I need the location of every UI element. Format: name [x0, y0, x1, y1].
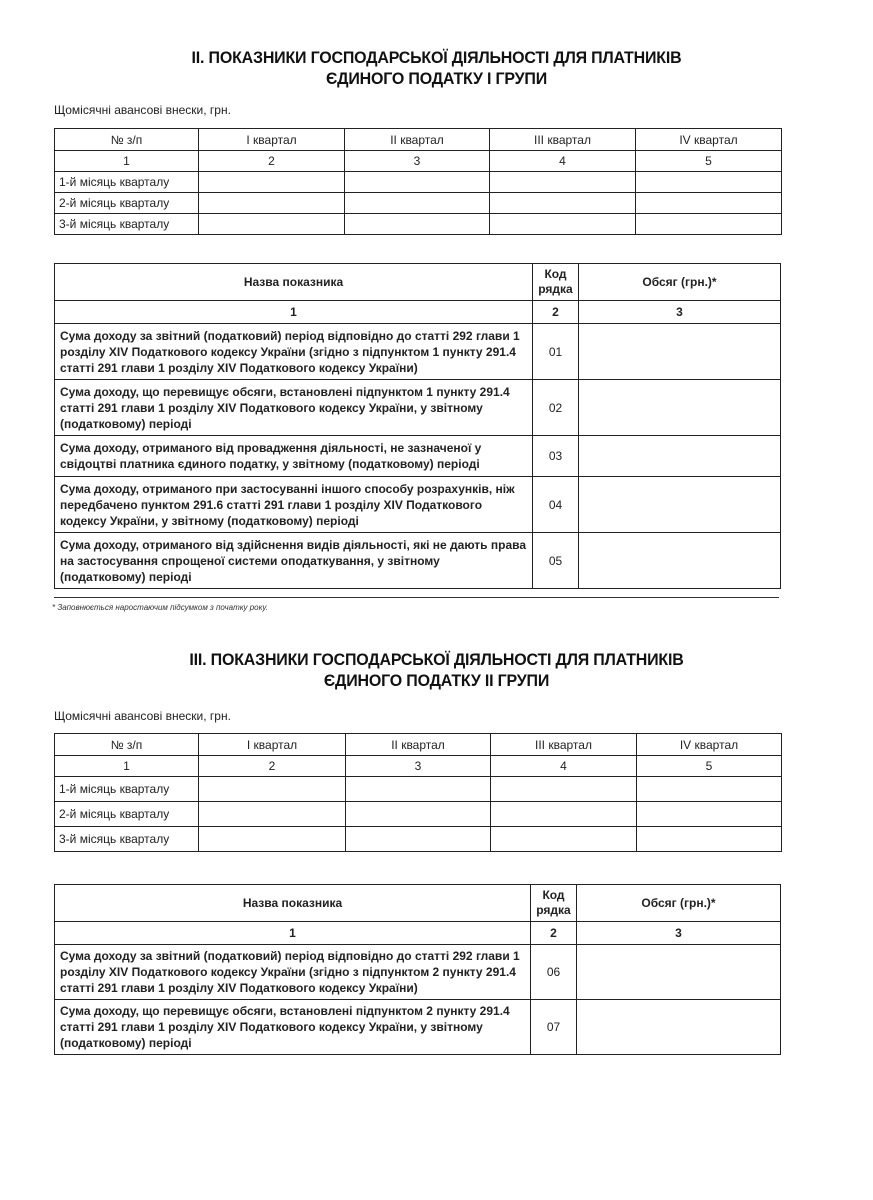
- value-cell[interactable]: [637, 827, 782, 852]
- row-label: 1-й місяць кварталу: [55, 172, 199, 193]
- quarter-table-header-row: [55, 129, 782, 151]
- header-cell: ІІІ квартал: [490, 129, 636, 151]
- table-row: [55, 1000, 781, 1055]
- header-cell: І квартал: [199, 734, 346, 756]
- value-cell[interactable]: [199, 802, 346, 827]
- value-cell[interactable]: [199, 214, 345, 235]
- table-row: [55, 802, 782, 827]
- amount-cell[interactable]: [579, 380, 781, 436]
- value-cell[interactable]: [636, 214, 782, 235]
- section-3-title: [26, 649, 847, 691]
- table-row: [55, 777, 782, 802]
- section-3-indicator-table: [54, 884, 781, 1055]
- header-cell: Код рядка: [533, 264, 579, 301]
- column-number: 2: [199, 151, 345, 172]
- row-code: 06: [531, 945, 577, 1000]
- amount-cell[interactable]: [577, 1000, 781, 1055]
- section-2-title-line2: ЄДИНОГО ПОДАТКУ І ГРУПИ: [325, 69, 548, 88]
- row-label: 2-й місяць кварталу: [55, 193, 199, 214]
- header-cell: Обсяг (грн.)*: [579, 264, 781, 301]
- indicator-table-column-numbers: [55, 922, 781, 945]
- footnote-divider: [54, 597, 779, 598]
- column-number: 3: [345, 151, 490, 172]
- value-cell[interactable]: [199, 827, 346, 852]
- column-number: 2: [531, 922, 577, 945]
- header-cell: № з/п: [55, 129, 199, 151]
- value-cell[interactable]: [636, 172, 782, 193]
- section-3-title-line1: ІІІ. ПОКАЗНИКИ ГОСПОДАРСЬКОЇ ДІЯЛЬНОСТІ ДЛЯ ПЛАТНИКІВ: [189, 650, 684, 669]
- table-row: [55, 324, 781, 380]
- indicator-name: Сума доходу, отриманого при застосуванні іншого способу розрахунків, ніж передбачено пунктом 291.6 статті 291 глави 1 розділу XIV Податкового кодексу України, у звітному (податковому) періоді: [55, 477, 533, 533]
- amount-cell[interactable]: [579, 436, 781, 477]
- indicator-name: Сума доходу за звітний (податковий) період відповідно до статті 292 глави 1 розділу XIV Податкового кодексу України (згідно з підпунктом 1 пункту 291.4 статті 291 глави 1 розділу XIV Податкового кодексу України): [55, 324, 533, 380]
- value-cell[interactable]: [637, 777, 782, 802]
- column-number: 4: [491, 756, 637, 777]
- section-2-title: [26, 47, 847, 89]
- quarter-table-header-row: [55, 734, 782, 756]
- row-code: 02: [533, 380, 579, 436]
- row-code: 03: [533, 436, 579, 477]
- value-cell[interactable]: [345, 214, 490, 235]
- header-cell: ІІІ квартал: [491, 734, 637, 756]
- quarter-table-column-numbers: [55, 756, 782, 777]
- value-cell[interactable]: [491, 827, 637, 852]
- header-cell: І квартал: [199, 129, 345, 151]
- value-cell[interactable]: [346, 827, 491, 852]
- value-cell[interactable]: [490, 214, 636, 235]
- table-row: [55, 193, 782, 214]
- column-number: 1: [55, 756, 199, 777]
- table-row: [55, 945, 781, 1000]
- table-row: [55, 477, 781, 533]
- row-code: 07: [531, 1000, 577, 1055]
- table-row: [55, 172, 782, 193]
- table-row: [55, 214, 782, 235]
- value-cell[interactable]: [490, 172, 636, 193]
- header-cell: IV квартал: [637, 734, 782, 756]
- column-number: 5: [637, 756, 782, 777]
- footnote: * Заповнюється наростаючим підсумком з початку року.: [52, 603, 269, 612]
- row-label: 3-й місяць кварталу: [55, 214, 199, 235]
- amount-cell[interactable]: [579, 533, 781, 589]
- value-cell[interactable]: [636, 193, 782, 214]
- table-row: [55, 533, 781, 589]
- column-number: 3: [579, 301, 781, 324]
- value-cell[interactable]: [346, 777, 491, 802]
- indicator-table-column-numbers: [55, 301, 781, 324]
- table-row: [55, 827, 782, 852]
- row-code: 05: [533, 533, 579, 589]
- value-cell[interactable]: [491, 777, 637, 802]
- indicator-name: Сума доходу, що перевищує обсяги, встановлені підпунктом 1 пункту 291.4 статті 291 глави 1 розділу XIV Податкового кодексу України, у звітному (податковому) періоді: [55, 380, 533, 436]
- column-number: 1: [55, 151, 199, 172]
- row-code: 04: [533, 477, 579, 533]
- amount-cell[interactable]: [577, 945, 781, 1000]
- value-cell[interactable]: [490, 193, 636, 214]
- header-cell: IV квартал: [636, 129, 782, 151]
- header-cell: ІІ квартал: [345, 129, 490, 151]
- amount-cell[interactable]: [579, 324, 781, 380]
- section-2-title-line1: ІІ. ПОКАЗНИКИ ГОСПОДАРСЬКОЇ ДІЯЛЬНОСТІ ДЛЯ ПЛАТНИКІВ: [191, 48, 682, 67]
- row-label: 2-й місяць кварталу: [55, 802, 199, 827]
- column-number: 5: [636, 151, 782, 172]
- row-label: 1-й місяць кварталу: [55, 777, 199, 802]
- section-3-title-line2: ЄДИНОГО ПОДАТКУ ІІ ГРУПИ: [323, 671, 550, 690]
- column-number: 1: [55, 922, 531, 945]
- header-cell: Код рядка: [531, 885, 577, 922]
- indicator-table-header-row: [55, 264, 781, 301]
- column-number: 1: [55, 301, 533, 324]
- section-3-quarter-table: [54, 733, 782, 852]
- row-label: 3-й місяць кварталу: [55, 827, 199, 852]
- indicator-name: Сума доходу, що перевищує обсяги, встановлені підпунктом 2 пункту 291.4 статті 291 глави 1 розділу XIV Податкового кодексу України, у звітному (податковому) періоді: [55, 1000, 531, 1055]
- header-cell: Назва показника: [55, 264, 533, 301]
- indicator-table-header-row: [55, 885, 781, 922]
- column-number: 3: [577, 922, 781, 945]
- column-number: 2: [533, 301, 579, 324]
- value-cell[interactable]: [345, 172, 490, 193]
- header-cell: Обсяг (грн.)*: [577, 885, 781, 922]
- section-3-advance-caption: Щомісячні авансові внески, грн.: [54, 709, 231, 723]
- quarter-table-column-numbers: [55, 151, 782, 172]
- indicator-name: Сума доходу, отриманого від провадження діяльності, не зазначеної у свідоцтві платника єдиного податку, у звітному (податковому) періоді: [55, 436, 533, 477]
- value-cell[interactable]: [345, 193, 490, 214]
- value-cell[interactable]: [199, 777, 346, 802]
- value-cell[interactable]: [199, 193, 345, 214]
- table-row: [55, 380, 781, 436]
- row-code: 01: [533, 324, 579, 380]
- column-number: 2: [199, 756, 346, 777]
- value-cell[interactable]: [491, 802, 637, 827]
- header-cell: № з/п: [55, 734, 199, 756]
- column-number: 3: [346, 756, 491, 777]
- amount-cell[interactable]: [579, 477, 781, 533]
- section-2-advance-caption: Щомісячні авансові внески, грн.: [54, 103, 231, 117]
- header-cell: ІІ квартал: [346, 734, 491, 756]
- header-cell: Назва показника: [55, 885, 531, 922]
- section-2-quarter-table: [54, 128, 782, 235]
- section-2-indicator-table: [54, 263, 781, 589]
- value-cell[interactable]: [637, 802, 782, 827]
- value-cell[interactable]: [199, 172, 345, 193]
- table-row: [55, 436, 781, 477]
- indicator-name: Сума доходу за звітний (податковий) період відповідно до статті 292 глави 1 розділу XIV Податкового кодексу України (згідно з підпунктом 2 пункту 291.4 статті 291 глави 1 розділу XIV Податкового кодексу України): [55, 945, 531, 1000]
- value-cell[interactable]: [346, 802, 491, 827]
- column-number: 4: [490, 151, 636, 172]
- indicator-name: Сума доходу, отриманого від здійснення видів діяльності, які не дають права на застосування спрощеної системи оподаткування, у звітному (податковому) періоді: [55, 533, 533, 589]
